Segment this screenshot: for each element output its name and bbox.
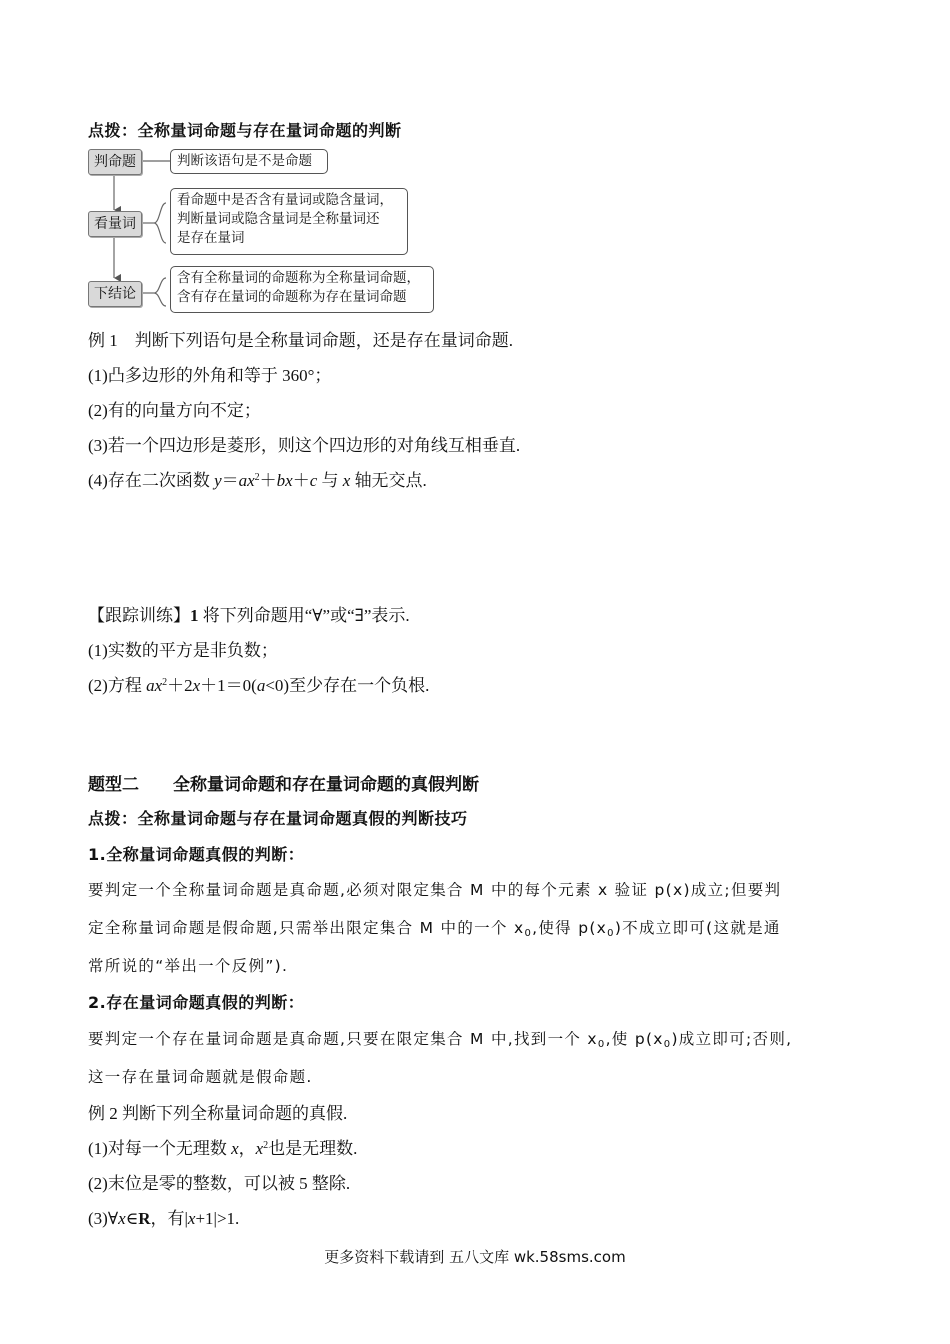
math-var: a (238, 471, 248, 490)
math-op: ＋2 (167, 676, 193, 695)
text-fragment: 与 (317, 471, 343, 490)
example1-item-4 (88, 466, 427, 491)
subheading-2: 2.存在量词命题真假的判断： (88, 993, 305, 1012)
math-var: c (309, 471, 318, 490)
flow-step-quantifier: 看量词 (88, 211, 142, 237)
math-op: ＋ (259, 471, 277, 490)
math-var: x (342, 471, 351, 490)
flow-box-3-line: 含有全称量词的命题称为全称量词命题， (177, 270, 420, 286)
math-var: x (231, 1139, 239, 1158)
math-exponent: 2 (254, 472, 260, 483)
text-fragment: 要判定一个存在量词命题是真命题,只要在限定集合 M 中,找到一个 x (88, 1030, 598, 1048)
text-fragment: 定全称量词命题是假命题,只需举出限定集合 M 中的一个 x (88, 919, 525, 937)
math-op: <0) (265, 676, 290, 695)
math-op: ＝ (221, 471, 239, 490)
math-var: x (192, 676, 201, 695)
flow-step-judge: 判命题 (88, 149, 142, 175)
subscript: 0 (663, 1039, 672, 1050)
math-var: x (118, 1209, 126, 1228)
flow-box-3 (170, 266, 434, 313)
example2-item-3 (88, 1204, 239, 1229)
math-op: ＋1＝0( (200, 676, 257, 695)
example1-item: (1)凸多边形的外角和等于 360°； (88, 366, 332, 385)
example1-title: 例 1 判断下列语句是全称量词命题，还是存在量词命题. (88, 331, 513, 350)
paragraph-1-line: 常所说的“举出一个反例”). (88, 957, 289, 975)
example2-title: 例 2 判断下列全称量词命题的真假. (88, 1104, 348, 1123)
flowchart (88, 148, 448, 316)
flow-box-2 (170, 188, 408, 255)
paragraph-2-line (88, 1027, 792, 1049)
practice-text: 将下列命题用“∀”或“∃”表示. (198, 606, 410, 625)
example1-item: (3)若一个四边形是菱形，则这个四边形的对角线互相垂直. (88, 436, 521, 455)
flow-bracket-3 (154, 278, 166, 306)
text-fragment: +1|>1. (195, 1209, 240, 1228)
hint2-heading (88, 806, 468, 829)
hint-label: 点拨： (88, 121, 138, 140)
text-fragment: (4)存在二次函数 (88, 471, 215, 490)
math-op: ∈ (125, 1209, 139, 1228)
text-fragment: (3)∀ (88, 1209, 119, 1228)
math-var: y (214, 471, 222, 490)
text-fragment: (2)方程 (88, 676, 147, 695)
text-fragment: ，有| (150, 1209, 188, 1228)
paragraph-1-line: 要判定一个全称量词命题是真命题,必须对限定集合 M 中的每个元素 x 验证 p(x)成立;但要判 (88, 881, 782, 899)
text-fragment: ,使 p(x (605, 1030, 664, 1048)
text-fragment: 也是无理数. (268, 1139, 358, 1158)
paragraph-1-line (88, 916, 781, 938)
flow-box-2-line: 判断量词或隐含量词是全称量词还 (177, 211, 380, 227)
practice-bracket: 【跟踪训练】 (88, 606, 190, 625)
math-op: ＋ (292, 471, 310, 490)
text-fragment: (1)对每一个无理数 (88, 1139, 232, 1158)
text-fragment: 轴无交点. (350, 471, 427, 490)
subscript: 0 (597, 1039, 606, 1050)
subheading-1: 1.全称量词命题真假的判断： (88, 845, 305, 864)
hint-text: 全称量词命题与存在量词命题真假的判断技巧 (137, 809, 468, 828)
math-exponent: 2 (162, 677, 168, 688)
section-title: 题型二 全称量词命题和存在量词命题的真假判断 (88, 775, 479, 795)
hint-heading (88, 118, 402, 141)
flow-box-2-line: 看命题中是否含有量词或隐含量词， (177, 192, 393, 208)
practice1-item-2 (88, 671, 429, 696)
flow-box-2-line: 是存在量词 (177, 230, 245, 246)
text-fragment: )不成立即可(这就是通 (614, 919, 781, 937)
example2-item-1 (88, 1134, 357, 1159)
practice1-title (88, 601, 410, 626)
text-fragment: 至少存在一个负根. (289, 676, 430, 695)
hint-label: 点拨： (88, 809, 138, 828)
flow-step-conclude: 下结论 (88, 281, 142, 307)
flow-bracket-2 (154, 203, 166, 243)
subscript: 0 (607, 928, 615, 939)
practice-number: 1 (190, 606, 199, 625)
math-var: x (255, 1139, 264, 1158)
hint-text: 全称量词命题与存在量词命题的判断 (137, 121, 402, 140)
practice1-item: (1)实数的平方是非负数； (88, 641, 278, 660)
math-var: x (285, 471, 293, 490)
math-var: x (154, 676, 163, 695)
text-fragment: )成立即可;否则, (671, 1030, 793, 1048)
math-var: x (187, 1209, 196, 1228)
subscript: 0 (524, 928, 533, 939)
text-fragment: ,使得 p(x (532, 919, 608, 937)
math-var: a (256, 676, 266, 695)
math-var: x (247, 471, 255, 490)
flow-box-1 (170, 149, 328, 174)
flow-box-1-line: 判断该语句是不是命题 (177, 153, 312, 169)
flow-box-3-line: 含有存在量词的命题称为存在量词命题 (177, 289, 407, 305)
math-var: b (276, 471, 286, 490)
math-var: a (146, 676, 155, 695)
text-fragment: ， (238, 1139, 256, 1158)
example2-item-2: (2)末位是零的整数，可以被 5 整除. (88, 1174, 351, 1193)
footer-link[interactable]: 更多资料下载请到 五八文库 wk.58sms.com (324, 1248, 626, 1266)
math-set: R (138, 1209, 151, 1228)
example1-item: (2)有的向量方向不定； (88, 401, 261, 420)
paragraph-2-line: 这一存在量词命题就是假命题. (88, 1068, 313, 1086)
math-exponent: 2 (263, 1140, 269, 1151)
